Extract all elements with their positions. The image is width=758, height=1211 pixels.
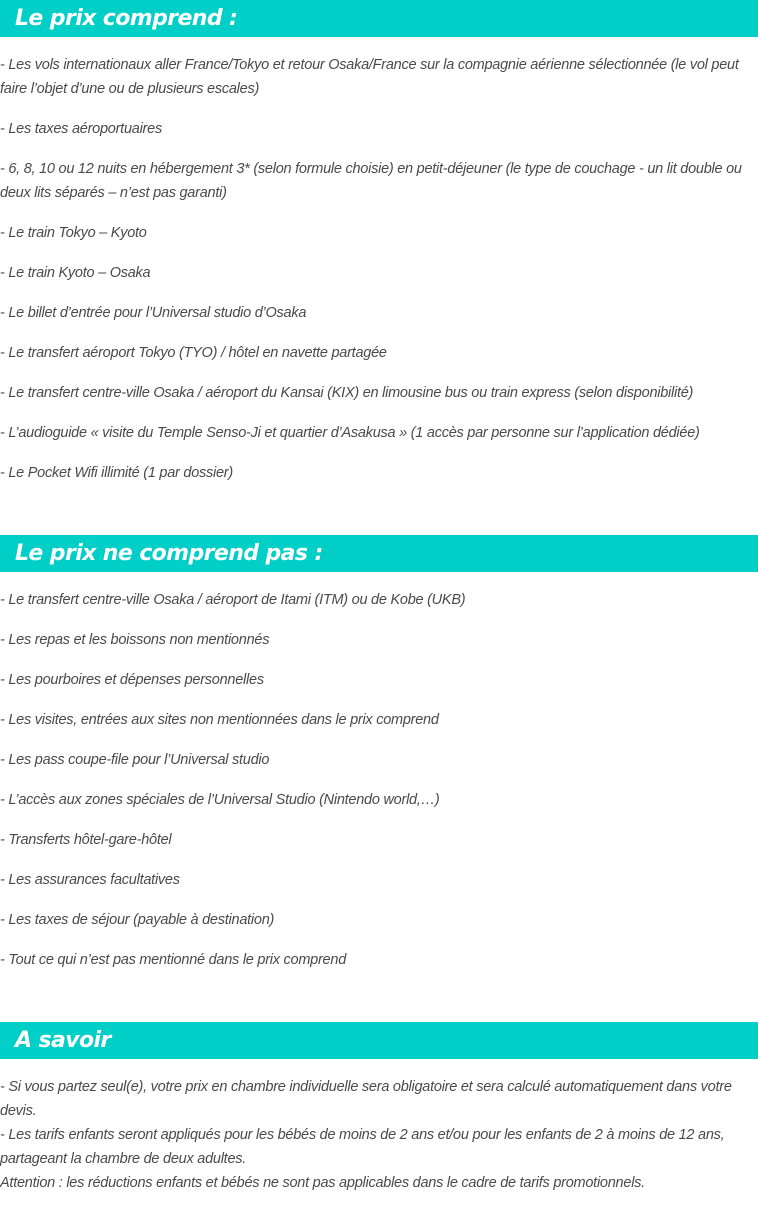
excluded-section-header	[0, 535, 758, 572]
excluded-item: - Le transfert centre-ville Osaka / aéroport de Itami (ITM) ou de Kobe (UKB)	[0, 592, 466, 608]
excluded-item: - Les taxes de séjour (payable à destination)	[0, 912, 275, 928]
included-item: - Le train Tokyo – Kyoto	[0, 225, 147, 241]
excluded-item: - Tout ce qui n’est pas mentionné dans le prix comprend	[0, 952, 347, 968]
excluded-item: - Les visites, entrées aux sites non mentionnées dans le prix comprend	[0, 712, 439, 728]
included-item: - 6, 8, 10 ou 12 nuits en hébergement 3* (selon formule choisie) en petit-déjeuner (le type de couchage - un lit double ou deux lits séparés – n’est pas garanti)	[0, 161, 742, 201]
to-know-line: Attention : les réductions enfants et bébés ne sont pas applicables dans le cadre de tarifs promotionnels.	[0, 1175, 645, 1191]
to-know-section-header	[0, 1022, 758, 1059]
excluded-item: - Les assurances facultatives	[0, 872, 180, 888]
included-section-header	[0, 0, 758, 37]
included-item: - Les taxes aéroportuaires	[0, 121, 162, 137]
excluded-item: - Les pass coupe-file pour l’Universal studio	[0, 752, 270, 768]
included-item: - Le Pocket Wifi illimité (1 par dossier)	[0, 465, 233, 481]
excluded-item: - Transferts hôtel-gare-hôtel	[0, 832, 172, 848]
excluded-item: - Les repas et les boissons non mentionnés	[0, 632, 270, 648]
included-title: Le prix comprend :	[15, 6, 238, 31]
included-item: - L’audioguide « visite du Temple Senso-Ji et quartier d’Asakusa » (1 accès par personne sur l’application dédiée)	[0, 425, 700, 441]
to-know-title: A savoir	[15, 1028, 111, 1053]
included-item: - Le transfert aéroport Tokyo (TYO) / hôtel en navette partagée	[0, 345, 387, 361]
included-item: - Le train Kyoto – Osaka	[0, 265, 151, 281]
excluded-title: Le prix ne comprend pas :	[15, 541, 323, 566]
included-item: - Le billet d’entrée pour l’Universal studio d’Osaka	[0, 305, 307, 321]
to-know-line: - Si vous partez seul(e), votre prix en chambre individuelle sera obligatoire et sera calculé automatiquement dans votre devis.	[0, 1079, 732, 1119]
excluded-item: - Les pourboires et dépenses personnelles	[0, 672, 264, 688]
included-item: - Les vols internationaux aller France/Tokyo et retour Osaka/France sur la compagnie aérienne sélectionnée (le vol peut faire l’objet d’une ou de plusieurs escales)	[0, 57, 739, 97]
to-know-line: - Les tarifs enfants seront appliqués pour les bébés de moins de 2 ans et/ou pour les enfants de 2 à moins de 12 ans, partageant la chambre de deux adultes.	[0, 1127, 725, 1167]
included-item: - Le transfert centre-ville Osaka / aéroport du Kansai (KIX) en limousine bus ou train express (selon disponibilité)	[0, 385, 694, 401]
excluded-item: - L’accès aux zones spéciales de l’Universal Studio (Nintendo world,…)	[0, 792, 440, 808]
